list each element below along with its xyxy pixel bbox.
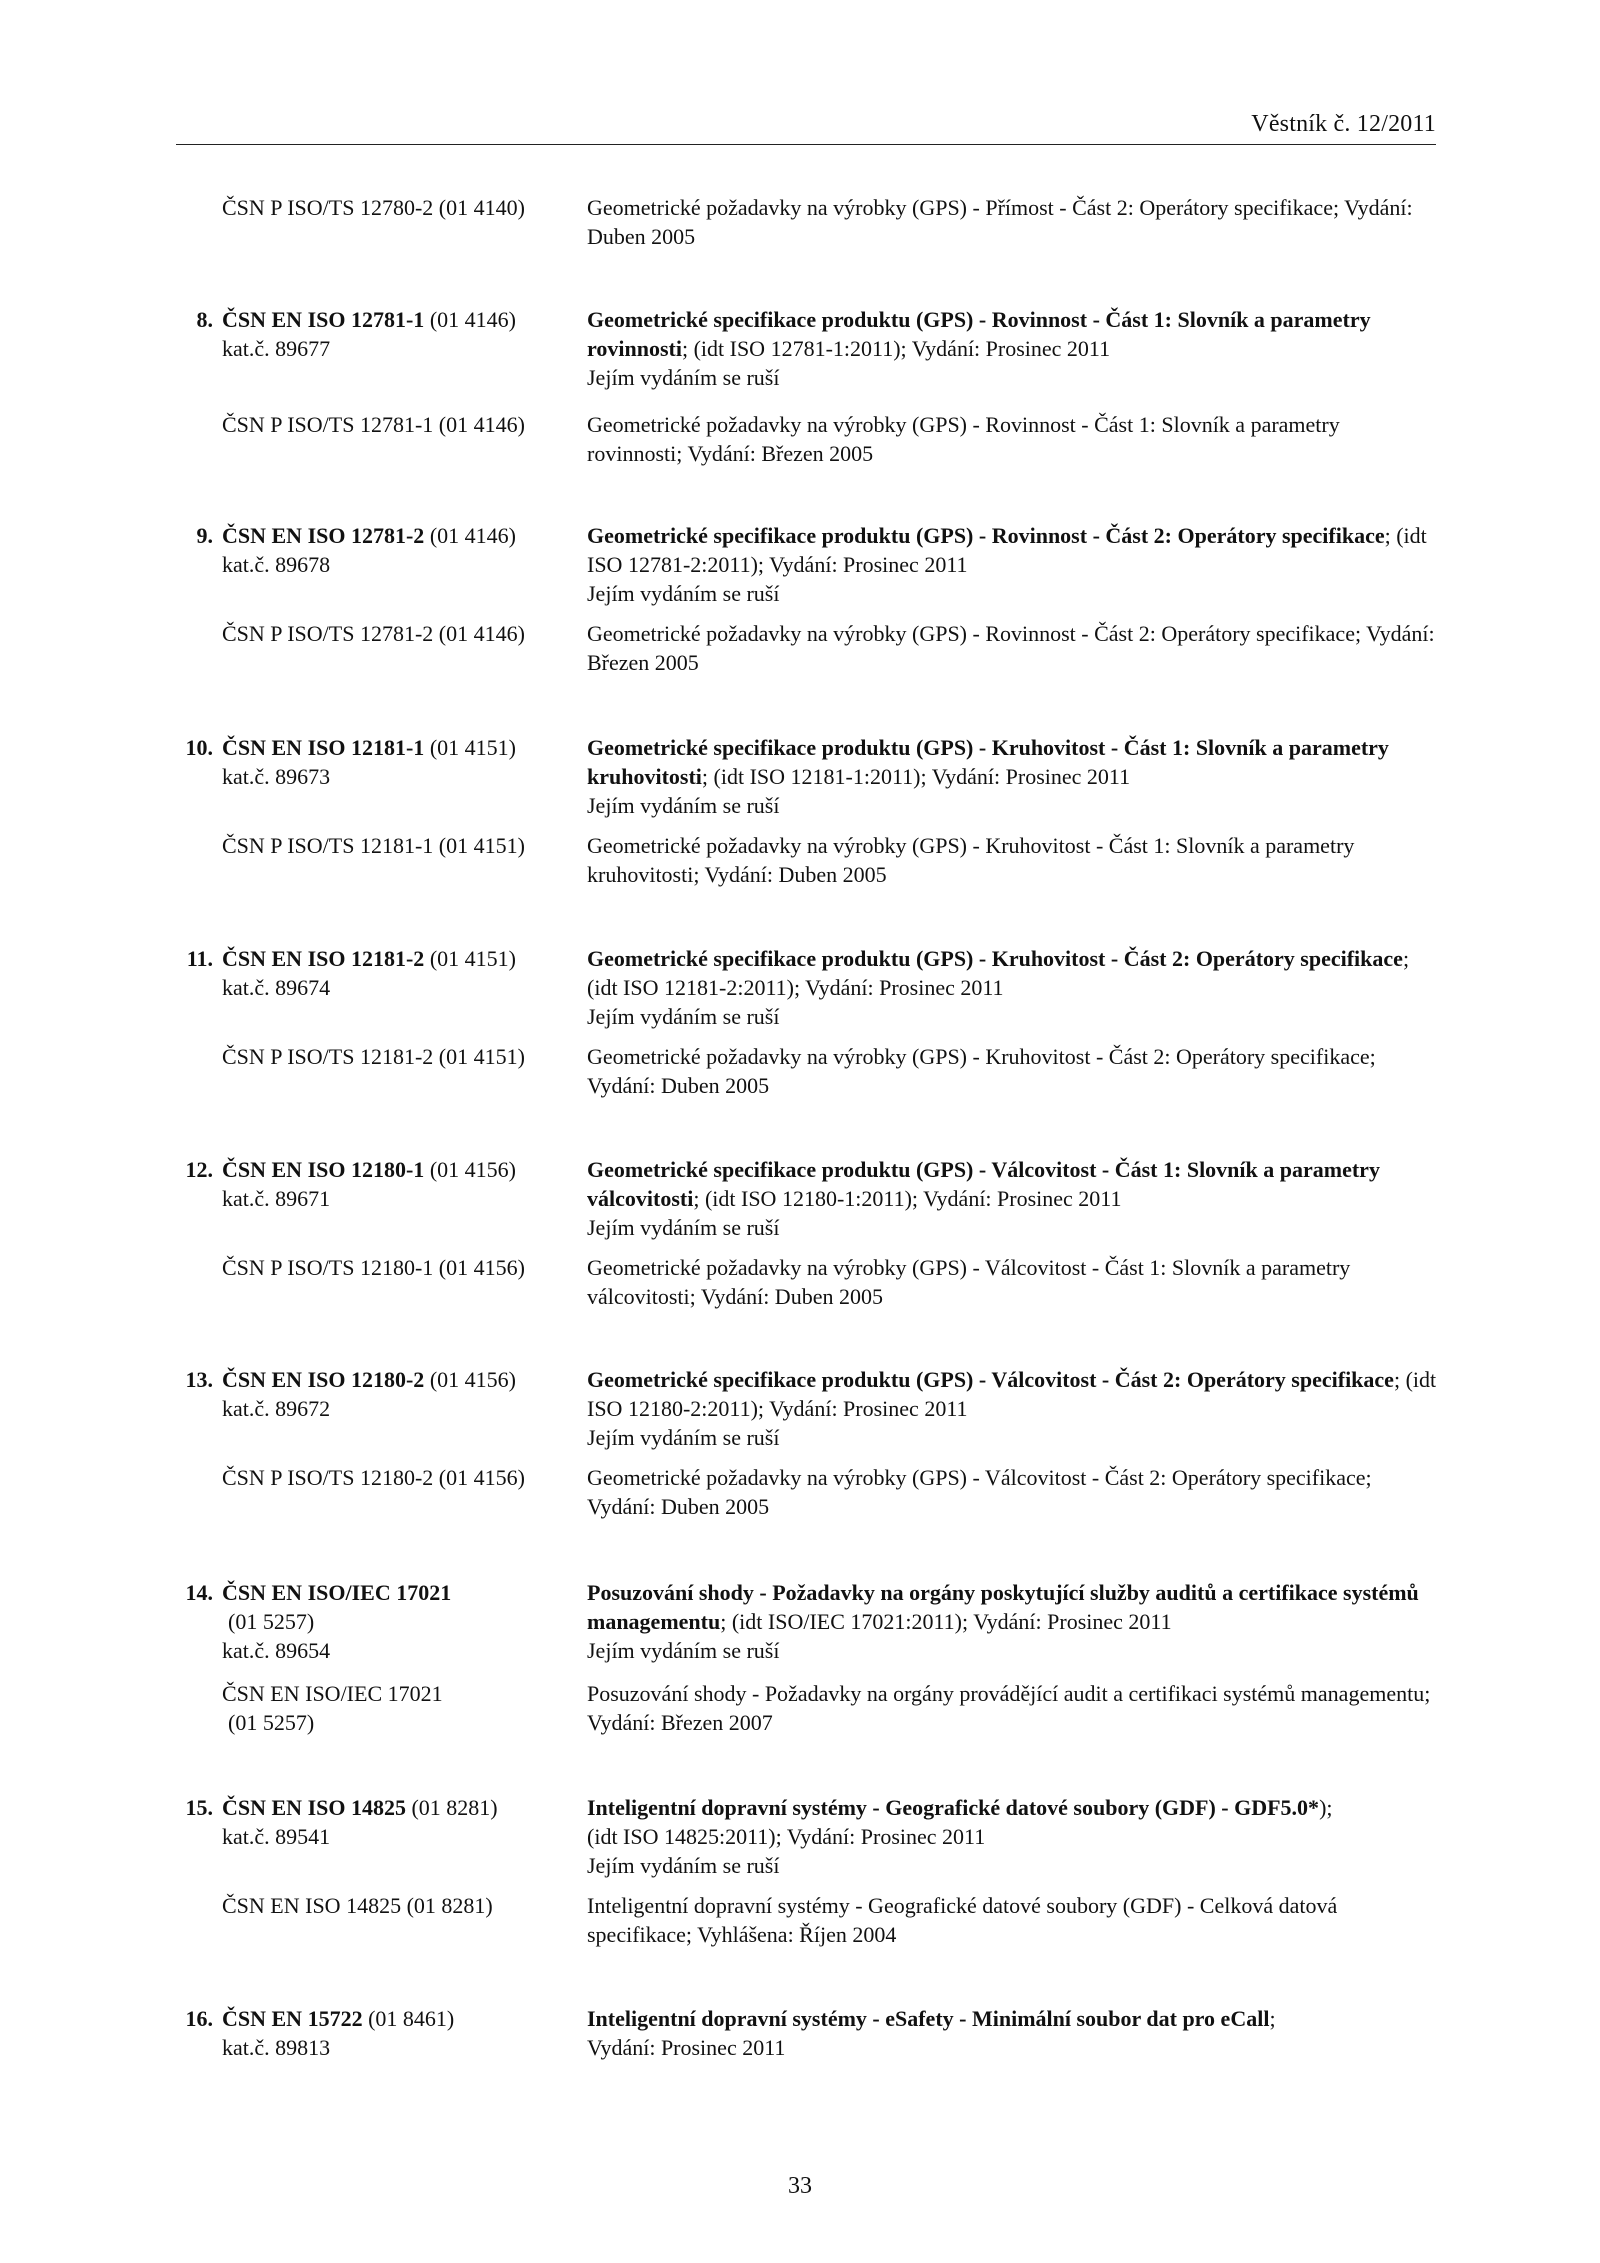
replaced-standard-id: ČSN P ISO/TS 12780-2 (01 4140) bbox=[222, 195, 525, 220]
standard-id-block bbox=[0, 1155, 585, 1213]
catalog-number: kat.č. 89541 bbox=[222, 1824, 331, 1849]
standard-details: ; (idt ISO 12180-1:2011); Vydání: Prosinec 2011 bbox=[693, 1186, 1122, 1211]
replaced-standard-description: Geometrické požadavky na výrobky (GPS) - Rovinnost - Část 2: Operátory specifikace; Vydání: Březen 2005 bbox=[587, 621, 1435, 675]
replaced-standard-id: ČSN P ISO/TS 12781-1 (01 4146) bbox=[222, 412, 525, 437]
standard-class: (01 4151) bbox=[424, 946, 516, 971]
standard-title: Geometrické specifikace produktu (GPS) - Kruhovitost - Část 2: Operátory specifikace bbox=[587, 946, 1403, 971]
replaced-standard-id: ČSN EN ISO/IEC 17021 bbox=[222, 1681, 443, 1706]
standard-class: (01 4146) bbox=[424, 307, 516, 332]
standard-id-block bbox=[0, 2004, 585, 2062]
replaced-standard-description: Geometrické požadavky na výrobky (GPS) - Kruhovitost - Část 1: Slovník a parametry kruhovitosti; Vydání: Duben 2005 bbox=[587, 833, 1355, 887]
standard-id-block bbox=[0, 1578, 585, 1665]
standard-id: ČSN EN ISO 12180-2 bbox=[222, 1367, 425, 1392]
standard-id: ČSN EN ISO/IEC 17021 bbox=[222, 1580, 452, 1605]
standard-description bbox=[587, 1365, 1437, 1452]
replaced-standard-description: Geometrické požadavky na výrobky (GPS) - Válcovitost - Část 2: Operátory specifikace; Vydání: Duben 2005 bbox=[587, 1465, 1372, 1519]
replaced-standard-class: (01 5257) bbox=[228, 1710, 315, 1735]
standard-id-block bbox=[0, 733, 585, 791]
catalog-number: kat.č. 89654 bbox=[222, 1638, 331, 1663]
replaced-standard-id: ČSN P ISO/TS 12181-1 (01 4151) bbox=[222, 833, 525, 858]
catalog-number: kat.č. 89671 bbox=[222, 1186, 331, 1211]
replaced-standard-id: ČSN P ISO/TS 12181-2 (01 4151) bbox=[222, 1044, 525, 1069]
cancellation-note: Jejím vydáním se ruší bbox=[587, 1004, 780, 1029]
replaced-standard-description: Geometrické požadavky na výrobky (GPS) - Kruhovitost - Část 2: Operátory specifikace; Vydání: Duben 2005 bbox=[587, 1044, 1376, 1098]
entry-number: 10. bbox=[185, 735, 213, 760]
standard-details-line: (idt ISO 14825:2011); Vydání: Prosinec 2011 bbox=[587, 1824, 986, 1849]
standard-title: Geometrické specifikace produktu (GPS) - Válcovitost - Část 1: Slovník a parametry válcovitosti bbox=[587, 1157, 1380, 1211]
page-number: 33 bbox=[788, 2173, 812, 2199]
catalog-number: kat.č. 89677 bbox=[222, 336, 331, 361]
replaced-standard-id: ČSN P ISO/TS 12781-2 (01 4146) bbox=[222, 621, 525, 646]
page-header bbox=[176, 108, 1436, 145]
standard-id: ČSN EN ISO 12781-2 bbox=[222, 523, 425, 548]
standard-id-block bbox=[0, 1365, 585, 1423]
catalog-number: kat.č. 89678 bbox=[222, 552, 331, 577]
standard-id-block bbox=[0, 305, 585, 363]
standard-id-block bbox=[0, 1793, 585, 1851]
standard-details: ; (idt ISO 12781-1:2011); Vydání: Prosinec 2011 bbox=[681, 336, 1111, 361]
cancellation-note: Jejím vydáním se ruší bbox=[587, 1215, 780, 1240]
entry-number: 9. bbox=[196, 523, 213, 548]
standard-details: ; (idt ISO/IEC 17021:2011); Vydání: Prosinec 2011 bbox=[720, 1609, 1172, 1634]
standard-title: Posuzování shody - Požadavky na orgány poskytující služby auditů a certifikace systémů managementu bbox=[587, 1580, 1419, 1634]
standard-class: (01 4151) bbox=[424, 735, 516, 760]
standard-class: (01 5257) bbox=[228, 1609, 315, 1634]
standard-details: ; (idt ISO 12181-1:2011); Vydání: Prosinec 2011 bbox=[701, 764, 1131, 789]
replaced-standard-description: Posuzování shody - Požadavky na orgány provádějící audit a certifikaci systémů managementu; Vydání: Březen 2007 bbox=[587, 1681, 1431, 1735]
standard-description bbox=[587, 944, 1437, 1031]
standard-details: ; (idt ISO 12781-2:2011); Vydání: Prosinec 2011 bbox=[587, 523, 1427, 577]
replaced-standard-description: Geometrické požadavky na výrobky (GPS) - Válcovitost - Část 1: Slovník a parametry válcovitosti; Vydání: Duben 2005 bbox=[587, 1255, 1351, 1309]
cancellation-note: Jejím vydáním se ruší bbox=[587, 793, 780, 818]
cancellation-note: Jejím vydáním se ruší bbox=[587, 1853, 780, 1878]
replaced-standard-description: Geometrické požadavky na výrobky (GPS) - Rovinnost - Část 1: Slovník a parametry rovinnosti; Vydání: Březen 2005 bbox=[587, 412, 1340, 466]
entry-number: 8. bbox=[196, 307, 213, 332]
catalog-number: kat.č. 89673 bbox=[222, 764, 331, 789]
cancellation-note: Jejím vydáním se ruší bbox=[587, 365, 780, 390]
standard-class: (01 8461) bbox=[362, 2006, 455, 2031]
standard-details: ; bbox=[1269, 2006, 1276, 2031]
standard-title: Geometrické specifikace produktu (GPS) - Kruhovitost - Část 1: Slovník a parametry kruhovitosti bbox=[587, 735, 1389, 789]
entry-number: 15. bbox=[185, 1795, 213, 1820]
entry-number: 11. bbox=[186, 946, 213, 971]
catalog-number: kat.č. 89674 bbox=[222, 975, 331, 1000]
standard-id: ČSN EN ISO 12181-1 bbox=[222, 735, 425, 760]
entry-number: 16. bbox=[185, 2006, 213, 2031]
cancellation-note: Jejím vydáním se ruší bbox=[587, 581, 780, 606]
standard-id-block bbox=[0, 521, 585, 579]
entry-number: 12. bbox=[185, 1157, 213, 1182]
replaced-standard-description: Inteligentní dopravní systémy - Geografické datové soubory (GDF) - Celková datová specifikace; Vyhlášena: Říjen 2004 bbox=[587, 1893, 1338, 1947]
replaced-standard-id: ČSN P ISO/TS 12180-1 (01 4156) bbox=[222, 1255, 525, 1280]
standard-id-block bbox=[0, 944, 585, 1002]
standard-class: (01 4146) bbox=[424, 523, 516, 548]
standard-id: ČSN EN ISO 12180-1 bbox=[222, 1157, 425, 1182]
standard-id: ČSN EN ISO 12181-2 bbox=[222, 946, 425, 971]
standard-title: Geometrické specifikace produktu (GPS) - Rovinnost - Část 2: Operátory specifikace bbox=[587, 523, 1385, 548]
standard-description bbox=[587, 1793, 1437, 1880]
entry-number: 13. bbox=[185, 1367, 213, 1392]
replaced-standard-id: ČSN EN ISO 14825 (01 8281) bbox=[222, 1893, 493, 1918]
cancellation-note: Jejím vydáním se ruší bbox=[587, 1638, 780, 1663]
standard-title: Inteligentní dopravní systémy - Geografické datové soubory (GDF) - GDF5.0* bbox=[587, 1795, 1320, 1820]
standard-id: ČSN EN ISO 14825 bbox=[222, 1795, 406, 1820]
cancellation-note: Jejím vydáním se ruší bbox=[587, 1425, 780, 1450]
standard-description bbox=[587, 305, 1437, 392]
standard-description bbox=[587, 733, 1437, 820]
standard-details-line: Vydání: Prosinec 2011 bbox=[587, 2035, 786, 2060]
standard-details: ; (idt ISO 12180-2:2011); Vydání: Prosinec 2011 bbox=[587, 1367, 1437, 1421]
standard-title: Geometrické specifikace produktu (GPS) - Válcovitost - Část 2: Operátory specifikace bbox=[587, 1367, 1394, 1392]
standard-description bbox=[587, 1578, 1437, 1665]
catalog-number: kat.č. 89672 bbox=[222, 1396, 331, 1421]
entry-number: 14. bbox=[185, 1580, 213, 1605]
standard-details: ); bbox=[1319, 1795, 1333, 1820]
standard-class: (01 4156) bbox=[424, 1367, 516, 1392]
catalog-number: kat.č. 89813 bbox=[222, 2035, 331, 2060]
standard-description bbox=[587, 1155, 1437, 1242]
replaced-standard-id: ČSN P ISO/TS 12180-2 (01 4156) bbox=[222, 1465, 525, 1490]
standard-details: ; (idt ISO 12181-2:2011); Vydání: Prosinec 2011 bbox=[587, 946, 1410, 1000]
standard-description bbox=[587, 2004, 1437, 2062]
replaced-standard-description: Geometrické požadavky na výrobky (GPS) - Přímost - Část 2: Operátory specifikace; Vydání: Duben 2005 bbox=[587, 195, 1413, 249]
standard-title: Inteligentní dopravní systémy - eSafety - Minimální soubor dat pro eCall bbox=[587, 2006, 1270, 2031]
standard-class: (01 4156) bbox=[424, 1157, 516, 1182]
standard-title: Geometrické specifikace produktu (GPS) - Rovinnost - Část 1: Slovník a parametry rovinnosti bbox=[587, 307, 1371, 361]
journal-title: Věstník č. 12/2011 bbox=[1251, 111, 1436, 137]
standard-id: ČSN EN 15722 bbox=[222, 2006, 363, 2031]
standard-description bbox=[587, 521, 1437, 608]
standard-class: (01 8281) bbox=[405, 1795, 498, 1820]
standard-id: ČSN EN ISO 12781-1 bbox=[222, 307, 425, 332]
